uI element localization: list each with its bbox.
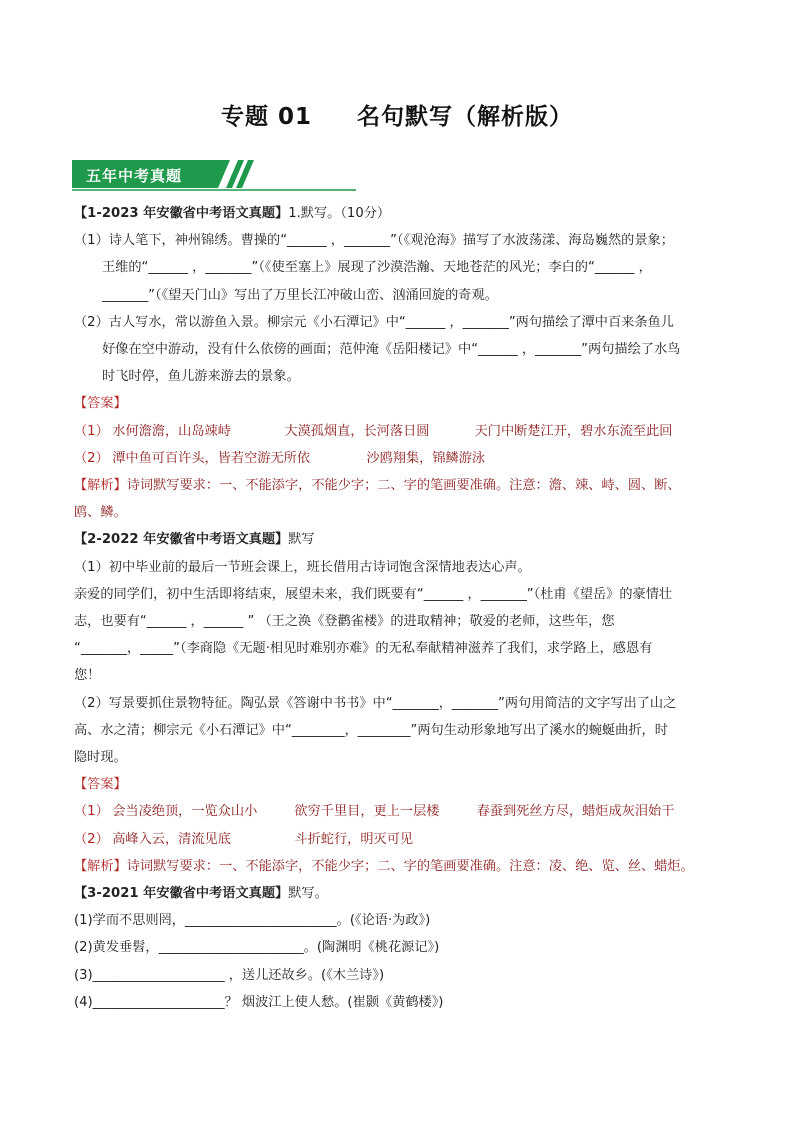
question-1-header: [74, 200, 724, 227]
question-instruction: 默写。: [288, 886, 328, 902]
question-text-line: 时飞时停，鱼儿游来游去的景象。: [102, 369, 300, 385]
question-text-line: 亲爱的同学们，初中生活即将结束，展望未来，我们既要有“______ ，_______”（杜甫《望岳》的豪情壮: [74, 586, 673, 602]
question-text-line: (2)黄发垂髫，______________________。(陶渊明《桃花源记》): [74, 940, 440, 956]
question-text-line: _______”（《望天门山》写出了万里长江冲破山峦、汹涌回旋的奇观。: [102, 287, 498, 303]
question-text-line: “_______，_____”（李商隐《无题·相见时难别亦难》的无私奉献精神滋养了我们，求学路上，感恩有: [74, 641, 653, 657]
answer-number: （2）: [74, 831, 109, 847]
explanation-label: 【解析】: [74, 478, 127, 494]
explanation-text: 诗词默写要求：一、不能添字，不能少字；二、字的笔画要准确。注意：澹、竦、峙、圆、断、: [126, 478, 681, 494]
question-text-line: 隐时现。: [74, 750, 127, 766]
question-text-line: (3)____________________ ，送儿还故乡。(《木兰诗》): [74, 967, 385, 983]
answer-number: （1）: [74, 804, 109, 820]
question-text-line: 高、水之清；柳宗元《小石潭记》中“________，________”两句生动形象地写出了溪水的蜿蜒曲折，时: [74, 722, 668, 738]
section-banner: [72, 158, 362, 194]
question-text-line: （1）诗人笔下，神州锦绣。曹操的“______ ，_______”（《观沧海》描写了水波荡漾、海岛巍然的景象；: [74, 233, 674, 249]
answer-item: 欲穷千里目，更上一层楼: [294, 804, 440, 820]
question-2-header: [74, 526, 724, 553]
question-source: 【1-2023 年安徽省中考语文真题】: [74, 206, 289, 221]
answer-label: 【答案】: [74, 396, 127, 412]
document-body: [74, 200, 724, 1016]
question-instruction: 默写: [288, 532, 315, 548]
answer-item: 斗折蛇行，明灭可见: [294, 831, 414, 847]
answer-item: 沙鸥翔集，锦鳞游泳: [366, 450, 486, 466]
page-title: 专题 01 名句默写（解析版）: [220, 104, 574, 130]
section-banner-label: 五年中考真题: [86, 167, 183, 185]
answer-item: 高峰入云，清流见底: [112, 831, 231, 847]
answer-row: [74, 826, 724, 853]
explanation-continued: 鸥、鳞。: [74, 505, 127, 521]
explanation: [74, 853, 724, 880]
answer-number: （2）: [74, 450, 109, 466]
explanation-label: 【解析】: [74, 858, 127, 874]
question-source: 【3-2021 年安徽省中考语文真题】: [74, 886, 289, 902]
answer-item: 天门中断楚江开，碧水东流至此回: [474, 423, 673, 439]
answer-row: [74, 418, 724, 445]
question-3-header: [74, 880, 724, 907]
question-text-line: （1）初中毕业前的最后一节班会课上，班长借用古诗词饱含深情地表达心声。: [74, 559, 531, 575]
question-text-line: (1)学而不思则罔，_______________________。(《论语·为政》): [74, 913, 431, 929]
question-text-line: 王维的“______ ，_______”（《使至塞上》展现了沙漠浩瀚、天地苍茫的风光；李白的“______ ，: [102, 260, 652, 276]
question-instruction: 1.默写。（10分）: [288, 206, 391, 221]
question-text-line: 志，也要有“______ ，______ ” （王之涣《登鹳雀楼》的进取精神；敬爱的老师，这些年，您: [74, 614, 615, 630]
question-text-line: 您！: [74, 668, 101, 684]
answer-item: 大漠孤烟直，长河落日圆: [284, 423, 430, 439]
answer-label: 【答案】: [74, 777, 127, 793]
question-text-line: 好像在空中游动，没有什么依傍的画面；范仲淹《岳阳楼记》中“______ ，_______”两句描绘了水鸟: [102, 342, 681, 358]
answer-item: 潭中鱼可百许头，皆若空游无所依: [112, 450, 311, 466]
question-source: 【2-2022 年安徽省中考语文真题】: [74, 532, 289, 548]
answer-number: （1）: [74, 423, 109, 439]
answer-item: 水何澹澹，山岛竦峙: [112, 423, 231, 439]
answer-row: [74, 445, 724, 472]
answer-row: [74, 798, 724, 825]
answer-item: 会当凌绝顶，一览众山小: [112, 804, 258, 820]
explanation: [74, 472, 724, 499]
explanation-text: 诗词默写要求：一、不能添字，不能少字；二、字的笔画要准确。注意：凌、绝、览、丝、蜡炬。: [126, 858, 694, 874]
question-text-line: (4)____________________？ 烟波江上使人愁。(崔颢《黄鹤楼》): [74, 994, 444, 1010]
answer-item: 春蚕到死丝方尽，蜡炬成灰泪始干: [476, 804, 675, 820]
question-text-line: （2）古人写水，常以游鱼入景。柳宗元《小石潭记》中“______ ，_______”两句描绘了潭中百来条鱼儿: [74, 314, 674, 330]
question-text-line: （2）写景要抓住景物特征。陶弘景《答谢中书书》中“_______，_______”两句用简洁的文字写出了山之: [74, 695, 677, 711]
